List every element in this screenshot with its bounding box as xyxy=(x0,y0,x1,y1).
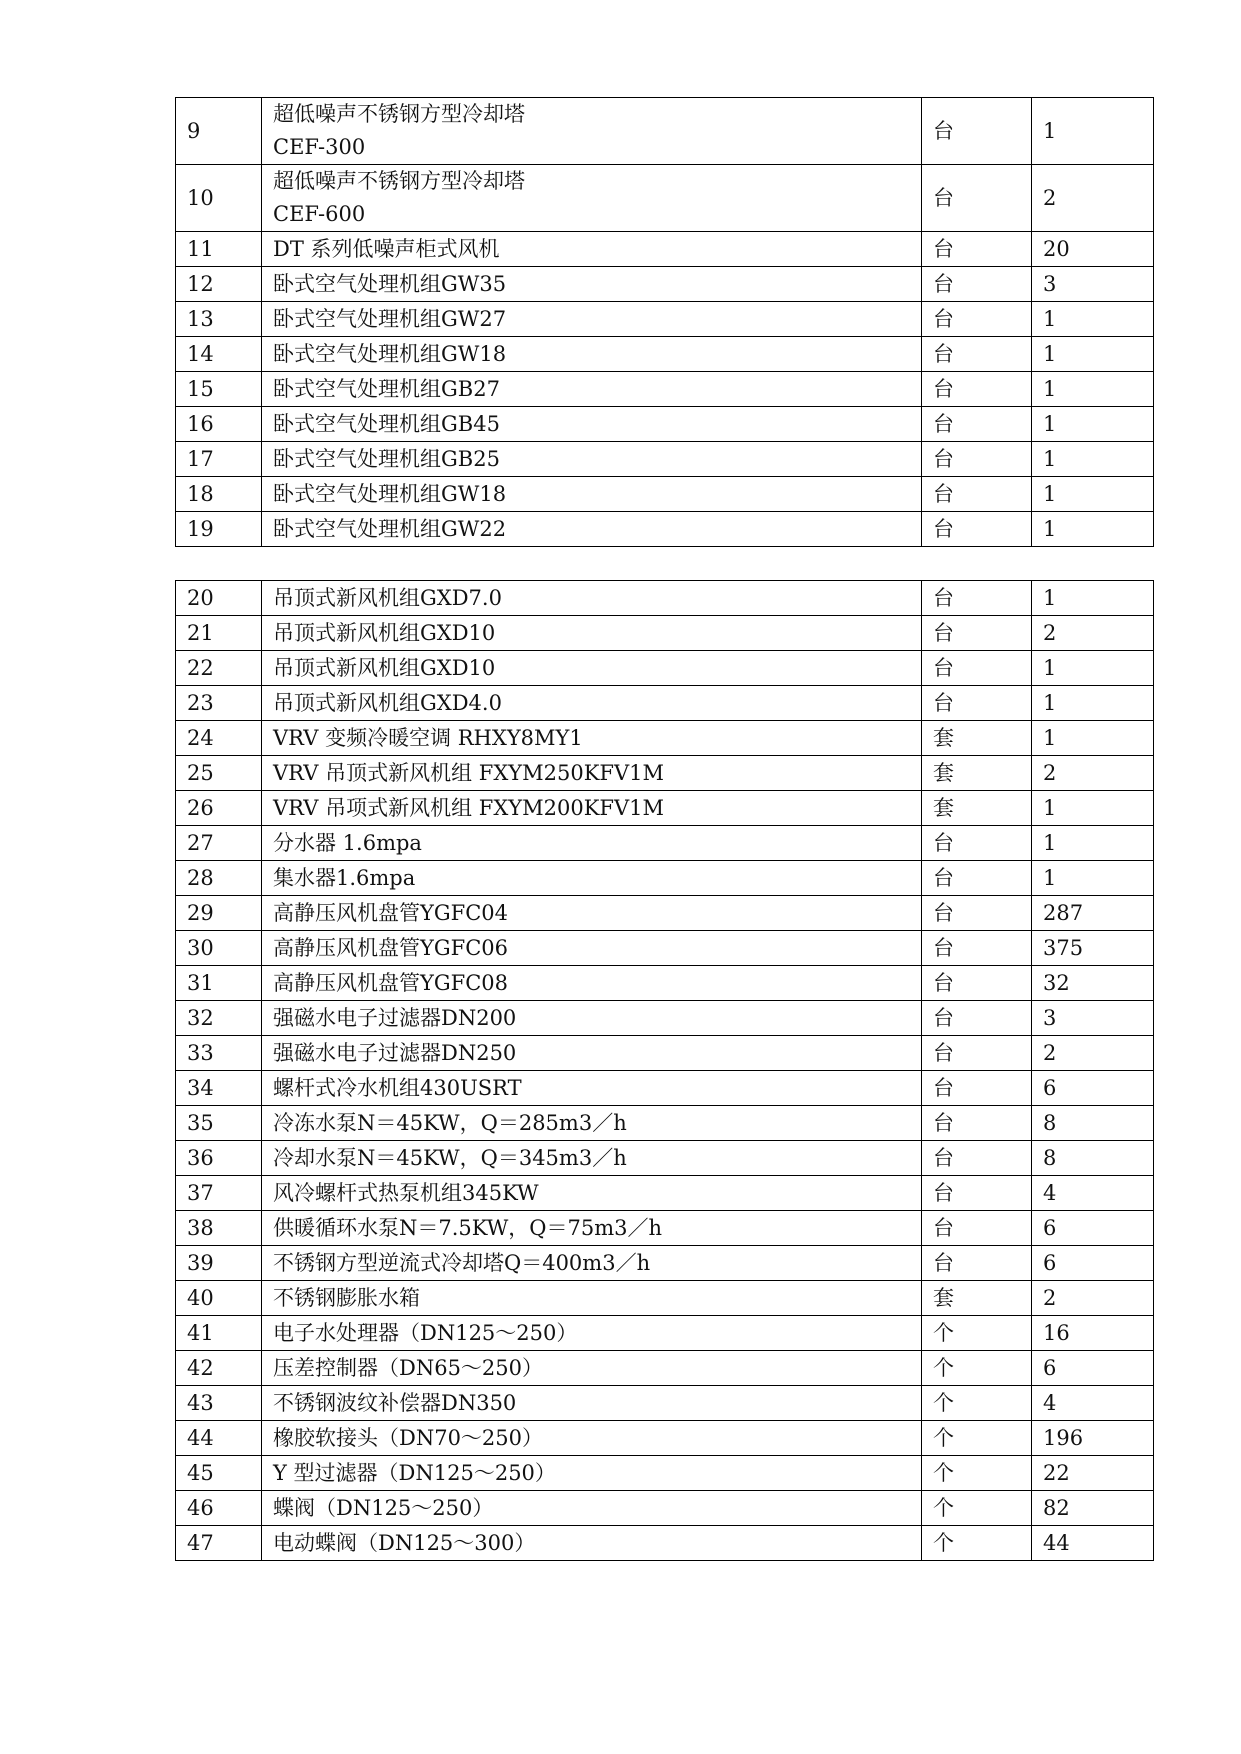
item-name: 橡胶软接头（DN70～250） xyxy=(262,1421,922,1456)
item-unit: 台 xyxy=(922,966,1032,1001)
table-row xyxy=(176,1211,1154,1246)
item-number: 38 xyxy=(176,1211,262,1246)
item-name: 压差控制器（DN65～250） xyxy=(262,1351,922,1386)
table-row xyxy=(176,826,1154,861)
item-number: 14 xyxy=(176,337,262,372)
item-unit: 个 xyxy=(922,1351,1032,1386)
item-number: 42 xyxy=(176,1351,262,1386)
table-row xyxy=(176,1071,1154,1106)
item-quantity: 8 xyxy=(1032,1141,1154,1176)
item-unit: 台 xyxy=(922,302,1032,337)
item-number: 46 xyxy=(176,1491,262,1526)
item-number: 47 xyxy=(176,1526,262,1561)
item-quantity: 1 xyxy=(1032,721,1154,756)
item-unit: 套 xyxy=(922,756,1032,791)
item-number: 25 xyxy=(176,756,262,791)
item-quantity: 6 xyxy=(1032,1211,1154,1246)
table-row xyxy=(176,1386,1154,1421)
item-number: 40 xyxy=(176,1281,262,1316)
table-row xyxy=(176,616,1154,651)
item-quantity: 1 xyxy=(1032,337,1154,372)
item-name: 强磁水电子过滤器DN250 xyxy=(262,1036,922,1071)
item-quantity: 8 xyxy=(1032,1106,1154,1141)
item-quantity: 1 xyxy=(1032,861,1154,896)
item-quantity: 287 xyxy=(1032,896,1154,931)
item-number: 20 xyxy=(176,581,262,616)
item-number: 34 xyxy=(176,1071,262,1106)
item-quantity: 1 xyxy=(1032,826,1154,861)
table-row xyxy=(176,477,1154,512)
item-number: 11 xyxy=(176,232,262,267)
item-name-line: CEF-600 xyxy=(273,202,366,226)
item-name: 卧式空气处理机组GB45 xyxy=(262,407,922,442)
item-unit: 台 xyxy=(922,581,1032,616)
item-quantity: 1 xyxy=(1032,302,1154,337)
table-row xyxy=(176,1036,1154,1071)
table-row xyxy=(176,232,1154,267)
item-name: 吊顶式新风机组GXD4.0 xyxy=(262,686,922,721)
item-name: 电动蝶阀（DN125～300） xyxy=(262,1526,922,1561)
table-row xyxy=(176,931,1154,966)
item-number: 9 xyxy=(176,98,262,165)
table-row xyxy=(176,512,1154,547)
item-quantity: 2 xyxy=(1032,165,1154,232)
item-unit: 台 xyxy=(922,1176,1032,1211)
item-unit: 台 xyxy=(922,98,1032,165)
item-number: 19 xyxy=(176,512,262,547)
item-quantity: 6 xyxy=(1032,1351,1154,1386)
item-unit: 台 xyxy=(922,442,1032,477)
item-quantity: 44 xyxy=(1032,1526,1154,1561)
table-row xyxy=(176,442,1154,477)
item-number: 12 xyxy=(176,267,262,302)
item-quantity: 3 xyxy=(1032,267,1154,302)
item-name-line: 超低噪声不锈钢方型冷却塔 xyxy=(273,102,525,126)
item-quantity: 1 xyxy=(1032,477,1154,512)
item-quantity: 1 xyxy=(1032,98,1154,165)
table-row xyxy=(176,1141,1154,1176)
table-row xyxy=(176,165,1154,232)
item-quantity: 16 xyxy=(1032,1316,1154,1351)
item-name xyxy=(262,98,922,165)
item-number: 10 xyxy=(176,165,262,232)
item-name: 不锈钢膨胀水箱 xyxy=(262,1281,922,1316)
item-number: 44 xyxy=(176,1421,262,1456)
item-quantity: 4 xyxy=(1032,1176,1154,1211)
item-name: 卧式空气处理机组GW18 xyxy=(262,337,922,372)
item-number: 13 xyxy=(176,302,262,337)
item-quantity: 196 xyxy=(1032,1421,1154,1456)
item-unit: 台 xyxy=(922,826,1032,861)
item-number: 27 xyxy=(176,826,262,861)
item-quantity: 375 xyxy=(1032,931,1154,966)
item-quantity: 1 xyxy=(1032,512,1154,547)
item-unit: 台 xyxy=(922,616,1032,651)
item-unit: 个 xyxy=(922,1491,1032,1526)
item-number: 28 xyxy=(176,861,262,896)
item-unit: 台 xyxy=(922,372,1032,407)
item-name: 冷冻水泵N＝45KW，Q＝285m3／h xyxy=(262,1106,922,1141)
table-row xyxy=(176,966,1154,1001)
item-unit: 台 xyxy=(922,1071,1032,1106)
item-number: 36 xyxy=(176,1141,262,1176)
item-name: 高静压风机盘管YGFC04 xyxy=(262,896,922,931)
item-number: 24 xyxy=(176,721,262,756)
item-name: 高静压风机盘管YGFC06 xyxy=(262,931,922,966)
table-row xyxy=(176,372,1154,407)
item-quantity: 1 xyxy=(1032,686,1154,721)
item-unit: 台 xyxy=(922,1141,1032,1176)
item-name: 分水器 1.6mpa xyxy=(262,826,922,861)
item-number: 43 xyxy=(176,1386,262,1421)
item-quantity: 2 xyxy=(1032,616,1154,651)
item-name: 集水器1.6mpa xyxy=(262,861,922,896)
table-row xyxy=(176,1526,1154,1561)
item-name: 卧式空气处理机组GB25 xyxy=(262,442,922,477)
item-quantity: 6 xyxy=(1032,1071,1154,1106)
item-name: 电子水处理器（DN125～250） xyxy=(262,1316,922,1351)
item-quantity: 1 xyxy=(1032,372,1154,407)
item-quantity: 1 xyxy=(1032,442,1154,477)
table-row xyxy=(176,337,1154,372)
item-number: 29 xyxy=(176,896,262,931)
item-unit: 台 xyxy=(922,931,1032,966)
item-quantity: 22 xyxy=(1032,1456,1154,1491)
item-number: 41 xyxy=(176,1316,262,1351)
item-unit: 台 xyxy=(922,1106,1032,1141)
item-number: 39 xyxy=(176,1246,262,1281)
table-row xyxy=(176,267,1154,302)
item-name: 卧式空气处理机组GB27 xyxy=(262,372,922,407)
item-name: VRV 吊项式新风机组 FXYM200KFV1M xyxy=(262,791,922,826)
item-unit: 台 xyxy=(922,165,1032,232)
table-row xyxy=(176,1106,1154,1141)
item-number: 26 xyxy=(176,791,262,826)
item-number: 33 xyxy=(176,1036,262,1071)
table-row xyxy=(176,1491,1154,1526)
item-quantity: 20 xyxy=(1032,232,1154,267)
table-row xyxy=(176,1246,1154,1281)
table-row xyxy=(176,1001,1154,1036)
item-number: 37 xyxy=(176,1176,262,1211)
item-name: 吊顶式新风机组GXD7.0 xyxy=(262,581,922,616)
item-unit: 台 xyxy=(922,896,1032,931)
item-unit: 套 xyxy=(922,1281,1032,1316)
item-number: 30 xyxy=(176,931,262,966)
table-row xyxy=(176,1176,1154,1211)
item-name: 强磁水电子过滤器DN200 xyxy=(262,1001,922,1036)
item-unit: 台 xyxy=(922,1211,1032,1246)
item-number: 23 xyxy=(176,686,262,721)
item-number: 32 xyxy=(176,1001,262,1036)
item-name: 不锈钢波纹补偿器DN350 xyxy=(262,1386,922,1421)
item-quantity: 4 xyxy=(1032,1386,1154,1421)
item-unit: 套 xyxy=(922,721,1032,756)
item-number: 18 xyxy=(176,477,262,512)
item-quantity: 32 xyxy=(1032,966,1154,1001)
item-number: 21 xyxy=(176,616,262,651)
item-name: DT 系列低噪声柜式风机 xyxy=(262,232,922,267)
item-number: 17 xyxy=(176,442,262,477)
item-name xyxy=(262,165,922,232)
item-unit: 个 xyxy=(922,1316,1032,1351)
table-row xyxy=(176,721,1154,756)
item-name-line: CEF-300 xyxy=(273,135,366,159)
table-row xyxy=(176,1421,1154,1456)
item-name: Y 型过滤器（DN125～250） xyxy=(262,1456,922,1491)
item-unit: 个 xyxy=(922,1386,1032,1421)
item-quantity: 82 xyxy=(1032,1491,1154,1526)
table-row xyxy=(176,651,1154,686)
item-unit: 台 xyxy=(922,337,1032,372)
item-name: 风冷螺杆式热泵机组345KW xyxy=(262,1176,922,1211)
table-row xyxy=(176,861,1154,896)
item-unit: 台 xyxy=(922,1246,1032,1281)
item-quantity: 2 xyxy=(1032,1281,1154,1316)
item-name: VRV 变频冷暖空调 RHXY8MY1 xyxy=(262,721,922,756)
item-name: 冷却水泵N＝45KW，Q＝345m3／h xyxy=(262,1141,922,1176)
table-row xyxy=(176,1456,1154,1491)
item-unit: 台 xyxy=(922,861,1032,896)
item-name: 供暖循环水泵N＝7.5KW，Q＝75m3／h xyxy=(262,1211,922,1246)
item-name: 卧式空气处理机组GW22 xyxy=(262,512,922,547)
item-unit: 台 xyxy=(922,477,1032,512)
table-row xyxy=(176,686,1154,721)
item-unit: 个 xyxy=(922,1526,1032,1561)
item-name: 螺杆式冷水机组430USRT xyxy=(262,1071,922,1106)
item-unit: 个 xyxy=(922,1421,1032,1456)
item-quantity: 1 xyxy=(1032,651,1154,686)
item-quantity: 3 xyxy=(1032,1001,1154,1036)
item-name: 蝶阀（DN125～250） xyxy=(262,1491,922,1526)
equipment-table-1 xyxy=(175,97,1154,547)
item-quantity: 1 xyxy=(1032,791,1154,826)
item-unit: 台 xyxy=(922,1001,1032,1036)
table-row xyxy=(176,791,1154,826)
item-unit: 台 xyxy=(922,1036,1032,1071)
table-row xyxy=(176,407,1154,442)
item-unit: 台 xyxy=(922,651,1032,686)
item-name: 吊顶式新风机组GXD10 xyxy=(262,616,922,651)
item-quantity: 2 xyxy=(1032,756,1154,791)
item-unit: 套 xyxy=(922,791,1032,826)
item-number: 31 xyxy=(176,966,262,1001)
item-unit: 台 xyxy=(922,267,1032,302)
item-number: 16 xyxy=(176,407,262,442)
item-unit: 个 xyxy=(922,1456,1032,1491)
table-row xyxy=(176,756,1154,791)
item-number: 35 xyxy=(176,1106,262,1141)
item-name: 卧式空气处理机组GW35 xyxy=(262,267,922,302)
item-number: 22 xyxy=(176,651,262,686)
table-row xyxy=(176,1316,1154,1351)
item-name: 高静压风机盘管YGFC08 xyxy=(262,966,922,1001)
item-quantity: 1 xyxy=(1032,581,1154,616)
item-unit: 台 xyxy=(922,232,1032,267)
item-quantity: 1 xyxy=(1032,407,1154,442)
table-row xyxy=(176,1351,1154,1386)
item-quantity: 6 xyxy=(1032,1246,1154,1281)
equipment-table-2 xyxy=(175,580,1154,1561)
item-name-line: 超低噪声不锈钢方型冷却塔 xyxy=(273,169,525,193)
item-unit: 台 xyxy=(922,686,1032,721)
table-row xyxy=(176,98,1154,165)
item-number: 45 xyxy=(176,1456,262,1491)
item-name: 不锈钢方型逆流式冷却塔Q＝400m3／h xyxy=(262,1246,922,1281)
item-unit: 台 xyxy=(922,512,1032,547)
table-row xyxy=(176,302,1154,337)
item-quantity: 2 xyxy=(1032,1036,1154,1071)
item-name: 吊顶式新风机组GXD10 xyxy=(262,651,922,686)
table-row xyxy=(176,1281,1154,1316)
item-name: VRV 吊顶式新风机组 FXYM250KFV1M xyxy=(262,756,922,791)
item-name: 卧式空气处理机组GW18 xyxy=(262,477,922,512)
item-name: 卧式空气处理机组GW27 xyxy=(262,302,922,337)
item-unit: 台 xyxy=(922,407,1032,442)
table-row xyxy=(176,896,1154,931)
table-row xyxy=(176,581,1154,616)
item-number: 15 xyxy=(176,372,262,407)
